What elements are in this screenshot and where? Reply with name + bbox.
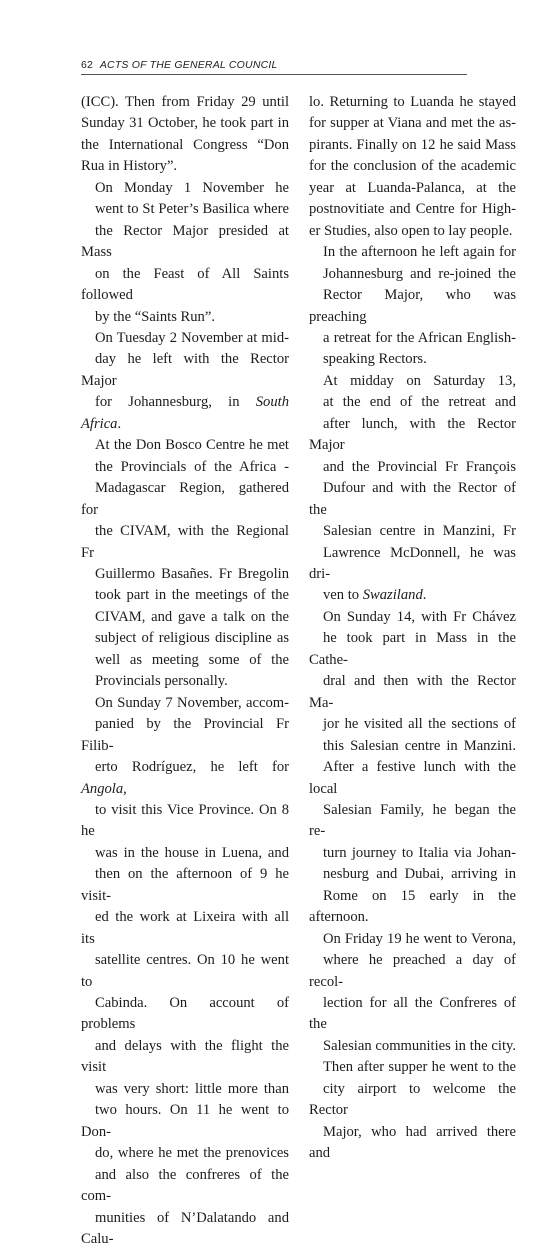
text-line: (ICC). Then from Friday 29 until (81, 94, 289, 110)
text-line: by the “Saints Run”. (95, 308, 215, 325)
text-line: Guillermo Basañes. Fr Bregolin (95, 565, 289, 582)
text-line: On Friday 19 he went to Verona, (323, 930, 516, 947)
text-line: he took part in Mass in the Cathe- (309, 630, 516, 668)
text-line: the Rector Major presided at Mass (81, 222, 289, 261)
running-header (81, 59, 467, 71)
text-line: the CIVAM, with the Regional Fr (81, 523, 289, 561)
text-line: munities of N’Dalatando and Calu- (81, 1209, 289, 1248)
paragraph (309, 929, 516, 1165)
text-line: dral and then with the Rector Ma- (309, 673, 516, 711)
text-line: and delays with the flight the visit (81, 1037, 289, 1076)
text-line: was in the house in Luena, and (95, 844, 289, 861)
text-line: for Johannesburg, in South Africa. (81, 394, 289, 432)
text-line: the Provincials of the Africa - (95, 458, 289, 475)
text-line: Lawrence McDonnell, he was dri- (309, 544, 516, 582)
text-line: Major, who had arrived there and (309, 1123, 516, 1162)
text-line: do, where he met the prenovices (95, 1145, 289, 1162)
text-line: at the end of the retreat and (323, 394, 516, 411)
text-line: panied by the Provincial Fr Filib- (81, 716, 289, 754)
text-line: a retreat for the African English- (323, 329, 516, 346)
text-line: Provincials personally. (95, 673, 228, 690)
text-line: and also the confreres of the com- (81, 1166, 289, 1205)
text-line: then on the afternoon of 9 he visit- (81, 866, 289, 904)
text-line: turn journey to Italia via Johan- (323, 844, 516, 861)
paragraph (309, 371, 516, 607)
page-number: 62 (81, 59, 94, 71)
text-line: On Sunday 7 November, accom- (95, 694, 289, 711)
paragraph (309, 92, 516, 242)
text-line: Sunday 31 October, he took part in (81, 115, 289, 132)
text-line: after lunch, with the Rector Major (309, 415, 516, 454)
text-line: to visit this Vice Province. On 8 he (81, 801, 289, 840)
text-line: well as meeting some of the (95, 651, 289, 668)
text-line: Rua in History”. (81, 158, 178, 175)
text-line: lo. Returning to Luanda he stayed (309, 94, 516, 110)
text-line: Salesian Family, he began the re- (309, 801, 516, 840)
text-line: In the afternoon he left again for (323, 244, 516, 261)
text-line: took part in the meetings of the (95, 587, 289, 604)
text-line: where he preached a day of recol- (309, 952, 516, 990)
header-rule (81, 74, 467, 75)
text-line: CIVAM, and gave a talk on the (95, 608, 289, 625)
text-line: was very short: little more than (95, 1080, 289, 1097)
text-line: After a festive lunch with the local (309, 759, 516, 797)
paragraph (81, 328, 289, 693)
running-title: ACTS OF THE GENERAL COUNCIL (99, 59, 278, 71)
text-line: day he left with the Rector Major (81, 351, 289, 389)
text-line: er Studies, also open to lay people. (309, 222, 513, 239)
text-line: two hours. On 11 he went to Don- (81, 1102, 289, 1140)
text-line: Johannesburg and re-joined the (323, 265, 516, 282)
text-line: nesburg and Dubai, arriving in (323, 866, 516, 883)
text-line: On Tuesday 2 November at mid- (95, 329, 289, 346)
text-line: ed the work at Lixeira with all its (81, 909, 289, 947)
text-line: postnovitiate and Centre for High- (309, 201, 516, 218)
text-line: On Monday 1 November he (95, 179, 289, 196)
paragraph (81, 178, 289, 328)
text-line: subject of religious discipline as (95, 630, 289, 647)
text-line: lection for all the Confreres of the (309, 995, 516, 1033)
text-line: At the Don Bosco Centre he met (95, 437, 289, 454)
text-line: Rector Major, who was preaching (309, 287, 516, 325)
text-line: jor he visited all the sections of (323, 716, 516, 733)
text-line: for the conclusion of the academic (309, 158, 516, 175)
text-line: Salesian centre in Manzini, Fr (323, 523, 516, 540)
text-line: went to St Peter’s Basilica where (95, 201, 289, 218)
text-line: city airport to welcome the Rector (309, 1080, 516, 1119)
text-line: ven to Swaziland. (323, 587, 427, 604)
text-line: At midday on Saturday 13, (323, 372, 516, 389)
paragraph (309, 242, 516, 371)
text-line: speaking Rectors. (323, 351, 427, 368)
left-text-column (81, 92, 289, 1250)
text-line: and the Provincial Fr François (323, 458, 516, 475)
text-line: Rome on 15 early in the afternoon. (309, 887, 516, 926)
text-line: on the Feast of All Saints followed (81, 265, 289, 304)
text-line: for supper at Viana and met the as- (309, 115, 516, 132)
text-line: Dufour and with the Rector of the (309, 480, 516, 518)
text-line: On Sunday 14, with Fr Chávez (323, 608, 516, 625)
text-line: pirants. Finally on 12 he said Mass (309, 136, 516, 153)
text-line: Cabinda. On account of problems (81, 995, 289, 1033)
paragraph (81, 693, 289, 1250)
text-line: Then after supper he went to the (323, 1059, 516, 1076)
paragraph (81, 92, 289, 178)
text-line: Madagascar Region, gathered for (81, 480, 289, 518)
text-line: erto Rodríguez, he left for Angola, (81, 759, 289, 797)
text-line: year at Luanda-Palanca, at the (309, 179, 516, 196)
text-line: the International Congress “Don (81, 136, 289, 153)
right-text-column (309, 92, 516, 1165)
text-line: this Salesian centre in Manzini. (323, 737, 516, 754)
text-line: satellite centres. On 10 he went to (81, 952, 289, 990)
paragraph (309, 607, 516, 929)
text-line: Salesian communities in the city. (323, 1037, 516, 1054)
